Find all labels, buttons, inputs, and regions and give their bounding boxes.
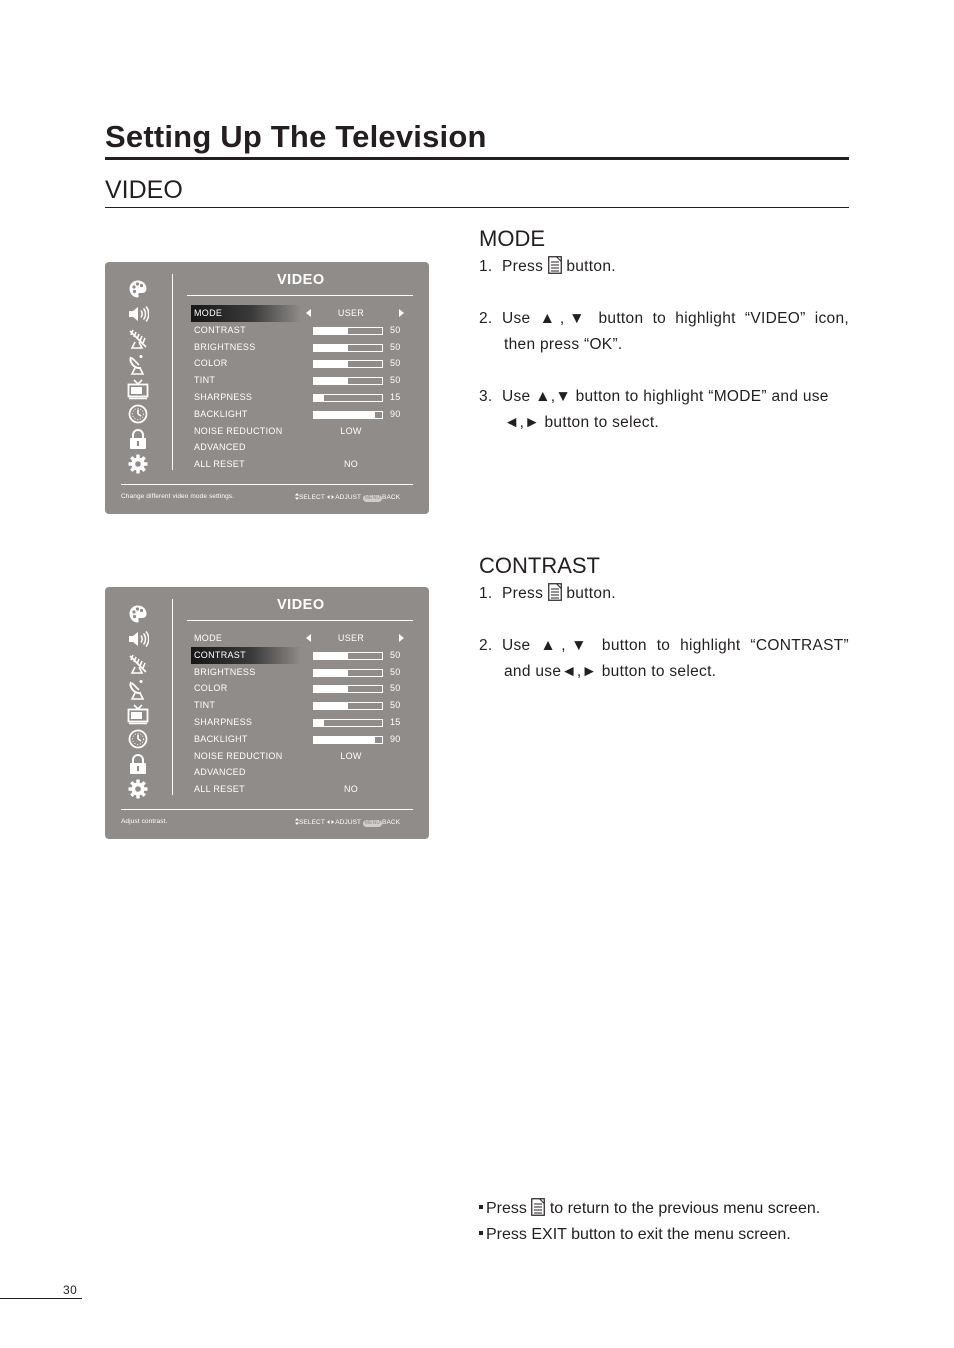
menu-footer-divider [121, 809, 413, 810]
note-exit [479, 1222, 820, 1248]
level-slider-fill [314, 686, 348, 692]
note-text: to return to the previous menu screen. [549, 1200, 821, 1217]
menu-row-label: BRIGHTNESS [194, 341, 256, 352]
menu-row-noise-reduction[interactable] [191, 748, 413, 765]
menu-row-advanced[interactable] [191, 764, 413, 781]
page-number-rule [0, 1298, 82, 1299]
tv-icon[interactable] [127, 701, 149, 726]
left-right-icon [325, 494, 335, 501]
level-slider[interactable] [313, 394, 383, 402]
menu-row-label: SHARPNESS [194, 391, 253, 402]
level-value: 50 [390, 649, 401, 660]
step-text: ◄,► button to select. [504, 414, 660, 431]
level-slider-fill [314, 737, 375, 743]
level-slider-fill [314, 345, 348, 351]
level-slider-fill [314, 378, 348, 384]
step-text: Use ▲,▼ button to highlight “MODE” and use [502, 388, 829, 405]
menu-title: VIDEO [277, 597, 325, 613]
contrast-step-2 [479, 633, 849, 685]
menu-row-label: CONTRAST [194, 649, 246, 660]
gear-icon[interactable] [127, 451, 149, 476]
mode-step-3 [479, 384, 849, 436]
level-slider-fill [314, 670, 348, 676]
level-value: 90 [390, 733, 401, 744]
menu-row-label: SHARPNESS [194, 716, 253, 727]
menu-row-label: ALL RESET [194, 459, 245, 470]
menu-row-sharpness[interactable] [191, 714, 413, 731]
menu-row-label: CONTRAST [194, 324, 246, 335]
menu-row-value: USER [337, 633, 365, 643]
menu-row-value: USER [337, 308, 365, 318]
menu-title-divider [187, 620, 413, 621]
step-number: 1. [479, 258, 493, 275]
menu-row-tint[interactable] [191, 372, 413, 389]
menu-row-brightness[interactable] [191, 664, 413, 681]
menu-footer-divider [121, 484, 413, 485]
level-value: 50 [390, 666, 401, 677]
step-text: button. [566, 585, 616, 602]
level-slider[interactable] [313, 327, 383, 335]
menu-options-list [191, 630, 413, 798]
menu-hint-text: Change different video mode settings. [121, 493, 235, 500]
speaker-icon[interactable] [127, 301, 149, 326]
level-value: 50 [390, 358, 401, 369]
gear-icon[interactable] [127, 776, 149, 801]
page-number: 30 [63, 1283, 78, 1297]
step-text: button. [566, 258, 616, 275]
menu-row-value: NO [343, 784, 359, 795]
antenna-icon[interactable] [127, 326, 149, 351]
level-slider[interactable] [313, 344, 383, 352]
menu-key-legend [295, 818, 400, 827]
menu-row-label: MODE [194, 308, 223, 318]
menu-row-label: NOISE REDUCTION [194, 425, 283, 436]
level-value: 50 [390, 324, 401, 335]
bullet [479, 1231, 483, 1235]
level-slider[interactable] [313, 411, 383, 419]
step-text: Press [502, 258, 544, 275]
level-slider-fill [314, 653, 348, 659]
level-slider-fill [314, 720, 324, 726]
left-right-icon [325, 819, 335, 826]
page-title: Setting Up The Television [105, 119, 487, 154]
level-value: 50 [390, 683, 401, 694]
menu-title: VIDEO [277, 272, 325, 288]
level-value: 50 [390, 341, 401, 352]
select-key-label: SELECT [299, 819, 325, 826]
level-slider[interactable] [313, 685, 383, 693]
menu-row-backlight[interactable] [191, 406, 413, 423]
level-slider[interactable] [313, 719, 383, 727]
mode-step-2 [479, 306, 849, 358]
level-slider[interactable] [313, 702, 383, 710]
step-text: and use◄,► button to select. [504, 663, 717, 680]
tv-menu-screenshot-contrast [105, 587, 429, 839]
menu-row-brightness[interactable] [191, 339, 413, 356]
menu-document-icon [548, 256, 562, 274]
category-icon-column [127, 601, 149, 801]
level-slider[interactable] [313, 377, 383, 385]
menu-divider-vertical [172, 599, 173, 795]
step-number: 2. [479, 637, 493, 654]
level-value: 50 [390, 700, 401, 711]
level-slider-fill [314, 361, 348, 367]
step-number: 3. [479, 388, 493, 405]
menu-row-label: TINT [194, 700, 216, 711]
level-slider[interactable] [313, 652, 383, 660]
menu-row-label: BACKLIGHT [194, 408, 248, 419]
step-text: Use ▲,▼ button to highlight “CONTRAST” [502, 637, 849, 654]
back-key-label: BACK [382, 494, 401, 501]
menu-row-color[interactable] [191, 680, 413, 697]
menu-row-label: MODE [194, 633, 223, 643]
menu-title-divider [187, 295, 413, 296]
menu-row-value: NO [343, 459, 359, 470]
menu-row-label: ADVANCED [194, 767, 246, 778]
menu-document-icon [548, 583, 562, 601]
arrow-left-icon[interactable] [306, 634, 311, 644]
arrow-left-icon[interactable] [306, 309, 311, 319]
contrast-heading: CONTRAST [479, 553, 600, 578]
mode-heading: MODE [479, 226, 545, 251]
menu-row-contrast[interactable] [191, 647, 401, 664]
satellite-dish-icon[interactable] [127, 676, 149, 701]
clock-icon[interactable] [127, 401, 149, 426]
menu-divider-vertical [172, 274, 173, 470]
level-value: 90 [390, 408, 401, 419]
step-number: 2. [479, 310, 493, 327]
category-icon-column [127, 276, 149, 476]
arrow-right-icon[interactable] [399, 309, 404, 319]
speaker-icon[interactable] [127, 626, 149, 651]
menu-row-all-reset[interactable] [191, 781, 413, 798]
menu-row-value: LOW [340, 750, 362, 761]
level-value: 15 [390, 716, 401, 727]
menu-row-color[interactable] [191, 355, 413, 372]
title-divider [105, 157, 849, 160]
menu-row-tint[interactable] [191, 697, 413, 714]
menu-row-sharpness[interactable] [191, 389, 413, 406]
section-divider [105, 207, 849, 208]
menu-row-label: BRIGHTNESS [194, 666, 256, 677]
menu-row-mode[interactable] [191, 305, 365, 322]
menu-row-label: NOISE REDUCTION [194, 750, 283, 761]
level-slider-fill [314, 412, 375, 418]
section-title: VIDEO [105, 176, 183, 204]
adjust-key-label: ADJUST [335, 819, 362, 826]
notes [479, 1196, 820, 1248]
satellite-dish-icon[interactable] [127, 351, 149, 376]
tv-menu-screenshot-mode [105, 262, 429, 514]
mode-step-1 [479, 254, 849, 280]
menu-options-list [191, 305, 413, 473]
menu-row-label: ADVANCED [194, 442, 246, 453]
level-value: 50 [390, 375, 401, 386]
lock-icon[interactable] [127, 426, 149, 451]
menu-row-noise-reduction[interactable] [191, 423, 413, 440]
level-slider-fill [314, 395, 324, 401]
back-key-label: BACK [382, 819, 401, 826]
menu-document-icon [531, 1198, 545, 1216]
menu-row-advanced[interactable] [191, 439, 413, 456]
menu-key-legend [295, 493, 400, 502]
menu-row-label: COLOR [194, 358, 228, 369]
menu-row-contrast[interactable] [191, 322, 413, 339]
arrow-right-icon[interactable] [399, 634, 404, 644]
note-return [479, 1196, 820, 1222]
menu-row-backlight[interactable] [191, 731, 413, 748]
step-text: then press “OK”. [504, 336, 623, 353]
step-text: Use ▲,▼ button to highlight “VIDEO” icon, [502, 310, 849, 327]
lock-icon[interactable] [127, 751, 149, 776]
bullet [479, 1205, 483, 1209]
adjust-key-label: ADJUST [335, 494, 362, 501]
menu-row-mode[interactable] [191, 630, 413, 647]
level-value: 15 [390, 391, 401, 402]
note-text: Press EXIT button to exit the menu screen. [486, 1226, 791, 1243]
antenna-icon[interactable] [127, 651, 149, 676]
menu-row-label: TINT [194, 375, 216, 386]
level-slider[interactable] [313, 360, 383, 368]
level-slider-fill [314, 703, 348, 709]
tv-icon[interactable] [127, 376, 149, 401]
menu-row-value: LOW [340, 425, 362, 436]
picture-palette-icon[interactable] [127, 276, 149, 301]
level-slider[interactable] [313, 736, 383, 744]
step-text: Press [502, 585, 544, 602]
level-slider-fill [314, 328, 348, 334]
note-text: Press [486, 1200, 527, 1217]
menu-hint-text: Adjust contrast. [121, 818, 168, 825]
picture-palette-icon[interactable] [127, 601, 149, 626]
contrast-step-1 [479, 581, 849, 607]
select-key-label: SELECT [299, 494, 325, 501]
menu-key-icon: MENU [364, 820, 381, 826]
menu-key-icon: MENU [364, 495, 381, 501]
menu-row-label: BACKLIGHT [194, 733, 248, 744]
menu-row-label: COLOR [194, 683, 228, 694]
level-slider[interactable] [313, 669, 383, 677]
clock-icon[interactable] [127, 726, 149, 751]
menu-row-label: ALL RESET [194, 784, 245, 795]
step-number: 1. [479, 585, 493, 602]
menu-row-all-reset[interactable] [191, 456, 413, 473]
